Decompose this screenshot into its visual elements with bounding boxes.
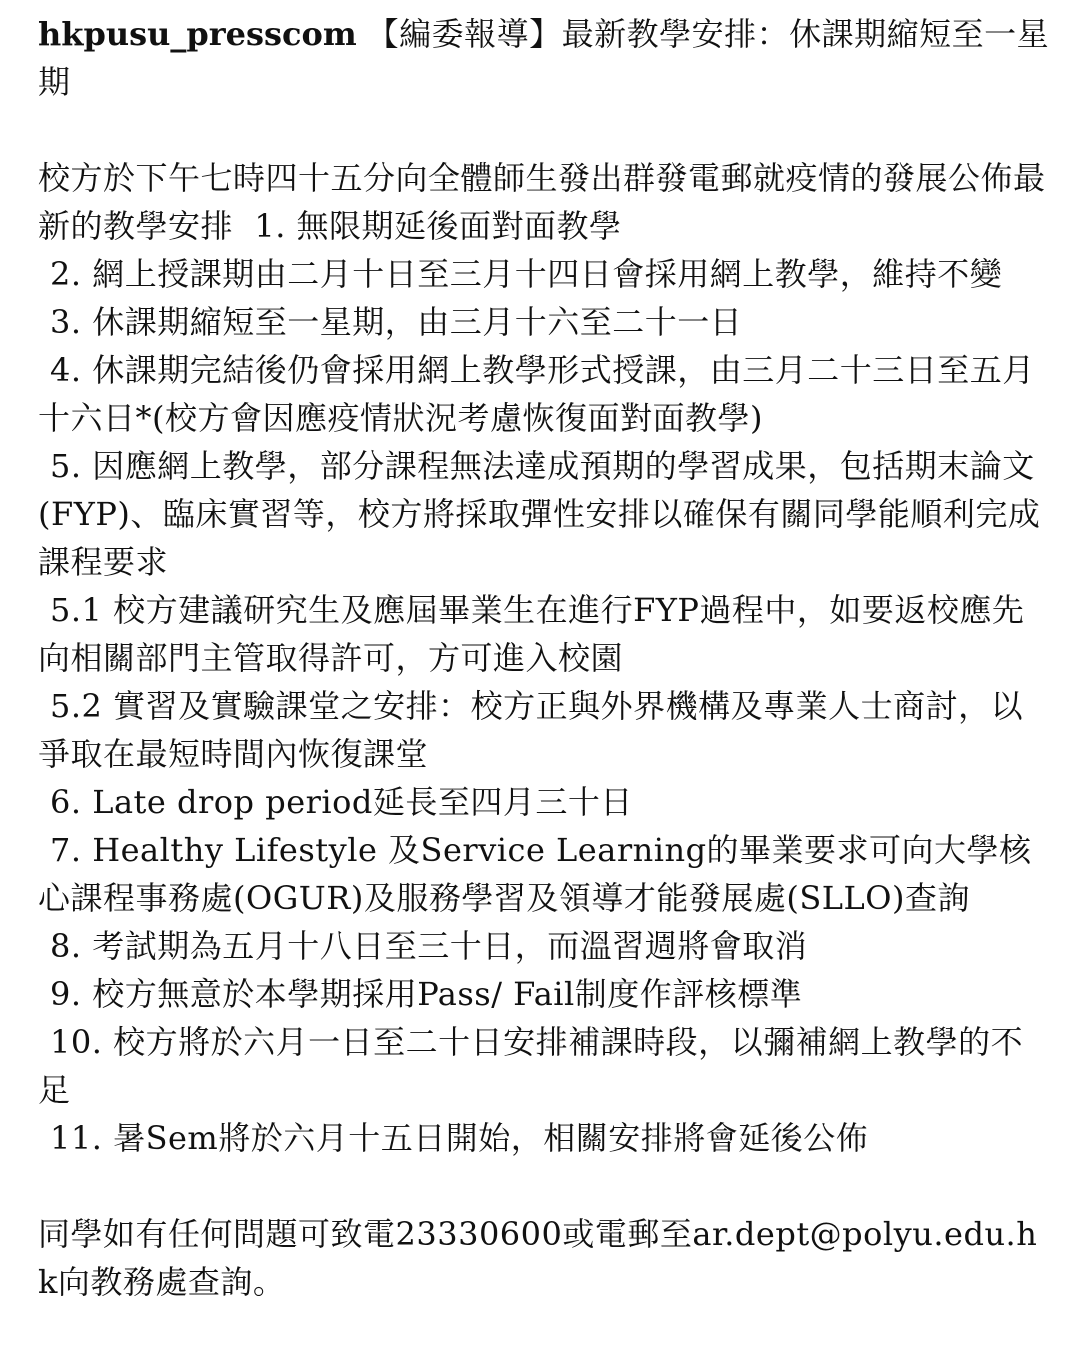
list-item: 5.1 校方建議研究生及應屆畢業生在進行FYP過程中，如要返校應先向相關部門主管取得許可，方可進入校園 <box>38 591 1025 677</box>
list-item: 2. 網上授課期由二月十日至三月十四日會採用網上教學，維持不變 <box>50 255 1003 293</box>
post-intro: 校方於下午七時四十五分向全體師生發出群發電郵就疫情的發展公佈最新的教學安排 1. 無限期延後面對面教學 <box>38 159 1046 245</box>
list-item: 5.2 實習及實驗課堂之安排：校方正與外界機構及專業人士商討，以爭取在最短時間內恢復課堂 <box>38 687 1024 773</box>
post-headline: 【編委報導】最新教學安排：休課期縮短至一星期 <box>38 15 1050 101</box>
list-item: 6. Late drop period延長至四月三十日 <box>50 783 633 821</box>
list-item: 5. 因應網上教學，部分課程無法達成預期的學習成果，包括期末論文(FYP)、臨床實習等，校方將採取彈性安排以確保有關同學能順利完成課程要求 <box>38 447 1041 581</box>
blank-line <box>38 1162 1050 1210</box>
list-item: 7. Healthy Lifestyle 及Service Learning的畢業要求可向大學核心課程事務處(OGUR)及服務學習及領導才能發展處(SLLO)查詢 <box>38 831 1032 917</box>
list-item: 3. 休課期縮短至一星期，由三月十六至二十一日 <box>50 303 743 341</box>
username-link[interactable]: hkpusu_presscom <box>38 15 357 53</box>
list-item: 10. 校方將於六月一日至二十日安排補課時段，以彌補網上教學的不足 <box>38 1023 1024 1109</box>
list-item: 11. 暑Sem將於六月十五日開始，相關安排將會延後公佈 <box>50 1119 869 1157</box>
list-item: 9. 校方無意於本學期採用Pass/ Fail制度作評核標準 <box>50 975 803 1013</box>
blank-line <box>38 106 1050 154</box>
list-item: 8. 考試期為五月十八日至三十日，而溫習週將會取消 <box>50 927 808 965</box>
caption-header <box>38 10 1050 106</box>
list-item: 4. 休課期完結後仍會採用網上教學形式授課，由三月二十三日至五月十六日*(校方會因應疫情狀況考慮恢復面對面教學) <box>38 351 1035 437</box>
post-contact: 同學如有任何問題可致電23330600或電郵至ar.dept@polyu.edu.hk向教務處查詢。 <box>38 1215 1038 1301</box>
